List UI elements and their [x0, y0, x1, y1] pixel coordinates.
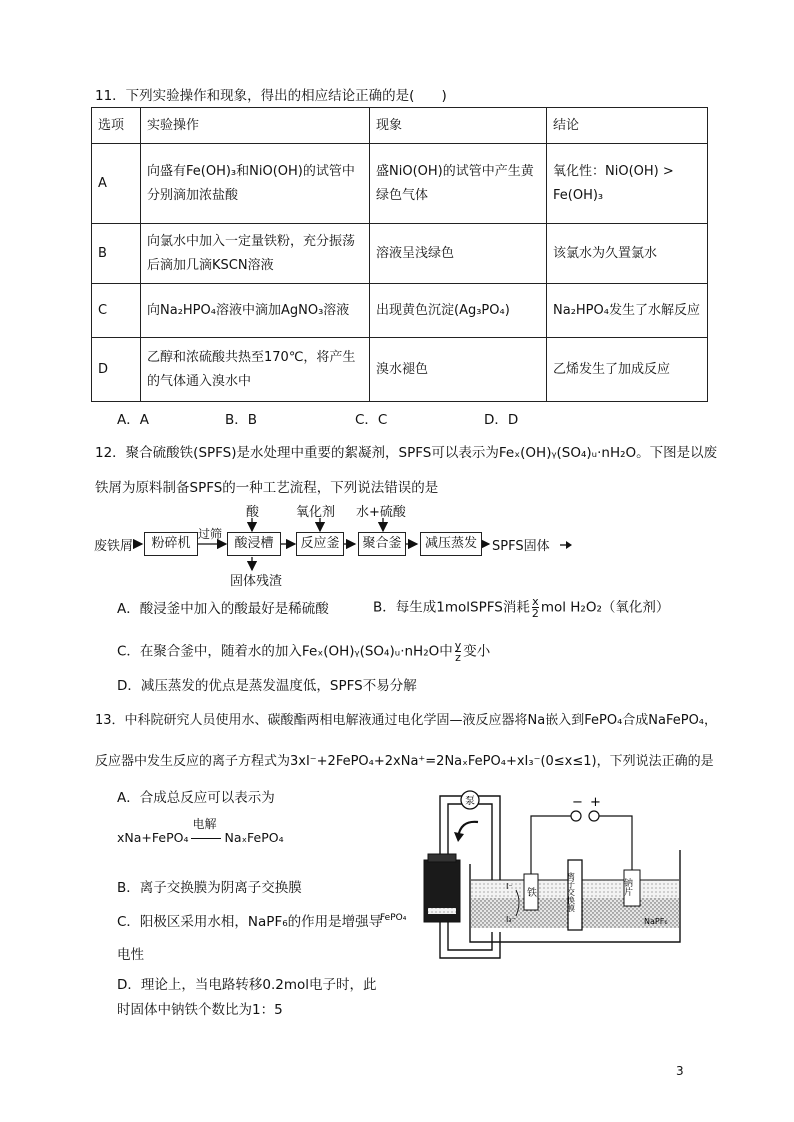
q12-option-c-text: C．在聚合釜中，随着水的加入Feₓ(OH)ᵧ(SO₄)ᵤ·nH₂O中: [117, 643, 453, 660]
pump-label: 泵: [465, 796, 475, 807]
flow-reactor: 反应釜: [296, 532, 344, 556]
row-conclusion: 该氯水为久置氯水: [547, 224, 708, 284]
flow-input-water: 水+硫酸: [356, 505, 406, 520]
q12-option-b-fraction: $\frac{x}{2}$: [531, 595, 539, 620]
q11-choice-d[interactable]: D．D: [484, 412, 519, 428]
q11-table: [91, 107, 708, 402]
flow-acid-tank: 酸浸槽: [227, 532, 281, 556]
q12-option-c-fraction: $\frac{y}{z}$: [454, 639, 462, 664]
negative-terminal: [571, 811, 581, 821]
q12-stem-line1: 12．聚合硫酸铁(SPFS)是水处理中重要的絮凝剂，SPFS可以表示为Feₓ(OH)ᵧ(SO₄)ᵤ·nH₂O。下图是以废: [95, 445, 718, 461]
header-operation: 实验操作: [141, 108, 370, 144]
i-minus-label: I⁻: [506, 882, 513, 891]
row-option: B: [92, 224, 141, 284]
q12-option-b-text: B．每生成1molSPFS消耗: [373, 599, 530, 616]
row-operation: 向盛有Fe(OH)₃和NiO(OH)的试管中分别滴加浓盐酸: [141, 144, 370, 224]
q12-option-c[interactable]: [117, 640, 490, 663]
equation-right: NaₓFePO₄: [224, 830, 284, 845]
row-operation: 向氯水中加入一定量铁粉，充分振荡后滴加几滴KSCN溶液: [141, 224, 370, 284]
flow-start: 废铁屑: [94, 539, 134, 554]
q13-apparatus-diagram: [378, 790, 708, 980]
equation-left: xNa+FePO₄: [117, 830, 189, 845]
table-row: [92, 224, 708, 284]
q12-option-c-tail: 变小: [463, 643, 491, 660]
flow-input-oxidant: 氧化剂: [296, 505, 336, 520]
q13-option-d-line1[interactable]: D．理论上，当电路转移0.2mol电子时，此: [117, 977, 377, 993]
row-operation: 乙醇和浓硫酸共热至170℃，将产生的气体通入溴水中: [141, 338, 370, 402]
q12-stem-line2: 铁屑为原料制备SPFS的一种工艺流程，下列说法错误的是: [95, 480, 439, 496]
row-phenomenon: 出现黄色沉淀(Ag₃PO₄): [370, 284, 547, 338]
q13-option-a[interactable]: A．合成总反应可以表示为: [117, 790, 275, 806]
sodium-label: 钠片: [622, 878, 632, 896]
q12-option-b[interactable]: [373, 596, 669, 619]
row-option: D: [92, 338, 141, 402]
q12-option-a[interactable]: A．酸浸釜中加入的酸最好是稀硫酸: [117, 601, 329, 617]
flow-final-arrow: [560, 538, 574, 552]
fepo4-label: FePO₄: [380, 913, 407, 923]
flow-filter: 过筛: [198, 527, 223, 541]
table-row: [92, 284, 708, 338]
row-phenomenon: 溴水褪色: [370, 338, 547, 402]
q11-choice-b[interactable]: B．B: [225, 412, 258, 428]
row-conclusion: Na₂HPO₄发生了水解反应: [547, 284, 708, 338]
row-option: A: [92, 144, 141, 224]
q13-option-a-equation: [117, 817, 284, 848]
q12-option-d[interactable]: D．减压蒸发的优点是蒸发温度低，SPFS不易分解: [117, 678, 417, 694]
table-row: [92, 338, 708, 402]
equation-condition: 电解: [188, 828, 224, 848]
q11-choice-a[interactable]: A．A: [117, 412, 149, 428]
table-row: [92, 144, 708, 224]
q13-option-b[interactable]: B．离子交换膜为阴离子交换膜: [117, 880, 302, 896]
row-option: C: [92, 284, 141, 338]
flow-product: SPFS固体: [492, 539, 550, 554]
napf6-label: NaPF₆: [644, 917, 668, 926]
plus-label: +: [590, 795, 601, 810]
q12-option-b-tail: mol H₂O₂（氧化剂）: [540, 599, 670, 616]
flow-residue: 固体残渣: [230, 574, 283, 589]
q13-stem-line1: 13．中科院研究人员使用水、碳酸酯两相电解液通过电化学固—液反应器将Na嵌入到FePO₄合成NaFePO₄，: [95, 713, 718, 728]
minus-label: −: [572, 795, 583, 810]
flow-evaporate: 减压蒸发: [420, 532, 482, 556]
header-phenomenon: 现象: [370, 108, 547, 144]
flow-crusher: 粉碎机: [144, 532, 198, 556]
header-conclusion: 结论: [547, 108, 708, 144]
flow-input-acid: 酸: [246, 505, 260, 520]
row-operation: 向Na₂HPO₄溶液中滴加AgNO₃溶液: [141, 284, 370, 338]
q13-option-c-line1[interactable]: C．阳极区采用水相，NaPF₆的作用是增强导: [117, 914, 383, 930]
row-phenomenon: 盛NiO(OH)的试管中产生黄绿色气体: [370, 144, 547, 224]
membrane-label: 离子交换膜: [566, 872, 576, 912]
header-option: 选项: [92, 108, 141, 144]
row-conclusion: 氧化性：NiO(OH) > Fe(OH)₃: [547, 144, 708, 224]
page-number: 3: [676, 1064, 684, 1078]
i3-minus-label: I₃⁻: [506, 915, 516, 924]
row-phenomenon: 溶液呈浅绿色: [370, 224, 547, 284]
q13-stem-line2: 反应器中发生反应的离子方程式为3xI⁻+2FePO₄+2xNa⁺=2NaₓFePO₄+xI₃⁻(0≤x≤1)，下列说法正确的是: [95, 754, 714, 769]
positive-terminal: [589, 811, 599, 821]
row-conclusion: 乙烯发生了加成反应: [547, 338, 708, 402]
q13-option-c-line2: 电性: [117, 947, 144, 963]
q11-stem: 11．下列实验操作和现象，得出的相应结论正确的是( ): [95, 88, 447, 104]
q13-option-d-line2: 时固体中钠铁个数比为1：5: [117, 1002, 283, 1018]
flow-polymer: 聚合釜: [358, 532, 406, 556]
iron-label: 铁: [527, 888, 537, 899]
q11-choice-c[interactable]: C．C: [355, 412, 388, 428]
